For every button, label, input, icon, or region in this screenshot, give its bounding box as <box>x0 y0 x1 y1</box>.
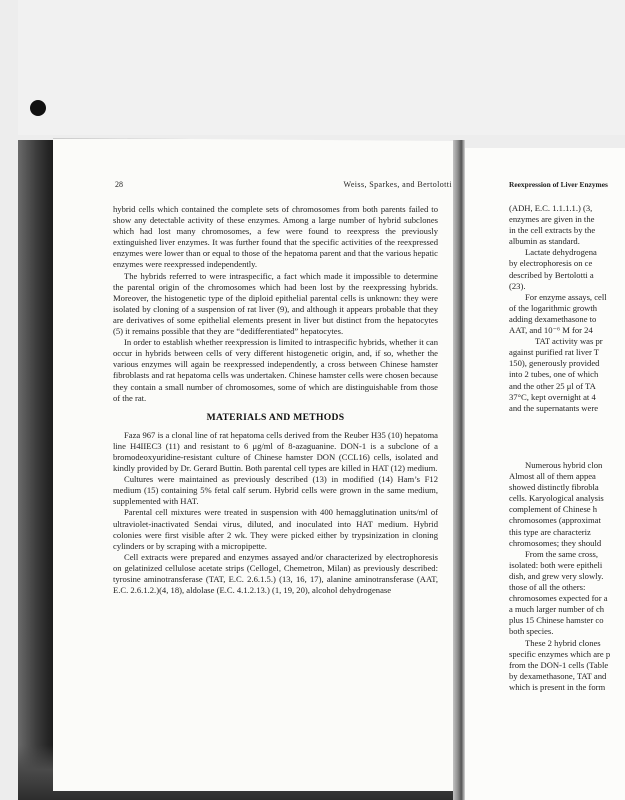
text-line: specific enzymes which are p <box>509 648 611 659</box>
text-line: this type are characteriz <box>509 526 591 537</box>
text-line: from the DON-1 cells (Table <box>509 659 609 670</box>
text-line: These 2 hybrid clones <box>525 637 601 648</box>
paragraph: Cell extracts were prepared and enzymes assayed and/or characterized by electrophoresis on gelatinized cellulose acetate strips (Cellogel, Chemetron, Milan) as previously described: tyrosine aminotransferase (TAT, E.C. 2.6.1.5.) (13, 16, 17), alanine aminotransferase (AAT, E.C. 2.6.1.2.)(4, 18), aldolase (E.C. 4.1.2.13.) (1, 19, 20), alcohol dehydrogenase <box>113 551 438 596</box>
text-line: chromosomes expected for a <box>509 593 608 604</box>
text-line: described by Bertolotti a <box>509 269 594 280</box>
page-number: 28 <box>115 180 123 189</box>
text-line: TAT activity was pr <box>535 336 603 347</box>
text-line: those of all the others: <box>509 582 586 593</box>
text-line: (23). <box>509 280 526 291</box>
binder-sheet-top <box>18 0 625 135</box>
text-line: dish, and grew very slowly. <box>509 570 604 581</box>
right-page <box>465 148 625 800</box>
text-line: showed distinctly fibrobla <box>509 482 599 493</box>
paragraph: Cultures were maintained as previously described (13) in modified (14) Ham’s F12 medium (15) containing 5% fetal calf serum. Hybrid cells were grown in the same medium, supplemented with HAT. <box>113 474 438 507</box>
text-line: 150), generously provided <box>509 358 600 369</box>
text-line: a much larger number of ch <box>509 604 605 615</box>
text-line: Lactate dehydrogena <box>525 247 597 258</box>
text-line: plus 15 Chinese hamster co <box>509 615 604 626</box>
left-page-text <box>113 204 438 596</box>
punch-hole <box>30 100 46 116</box>
text-line: albumin as standard. <box>509 236 580 247</box>
text-line: 37°C, kept overnight at 4 <box>509 391 596 402</box>
text-line: enzymes are given in the <box>509 214 595 225</box>
right-column-bottom <box>509 460 625 693</box>
text-line: in the cell extracts by the <box>509 225 596 236</box>
paragraph: Faza 967 is a clonal line of rat hepatoma cells derived from the Reuber H35 (10) hepatoma line H4IIEC3 (11) and resistant to 6 μg/ml of 8-azaguanine. DON-1 is a subclone of a bromodeoxyuridine-resistant culture of Chinese hamster DON (CCL16) cells, isolated and kindly provided by Dr. Gerard Buttin. Both parental cell types are killed in HAT (12) medium. <box>113 429 438 474</box>
book-gutter <box>453 140 465 800</box>
methods-section <box>113 430 438 596</box>
paragraph: Parental cell mixtures were treated in suspension with 400 hemagglutination units/ml of ultraviolet-inactivated Sendai virus, diluted, and inoculated into HAT medium. Hybrid colonies were first visible after 2 wk. They were picked either by trypsinization in cloning cylinders or by scraping with a micropipette. <box>113 507 438 551</box>
running-head: Weiss, Sparkes, and Bertolotti <box>343 180 452 189</box>
binder-edge <box>18 140 53 800</box>
text-line: AAT, and 10⁻⁶ M for 24 <box>509 325 593 336</box>
text-line: by dexamethasone, TAT and <box>509 670 607 681</box>
text-line: (ADH, E.C. 1.1.1.1.) (3, <box>509 203 593 213</box>
text-line: into 2 tubes, one of which <box>509 369 599 380</box>
text-line: Numerous hybrid clon <box>525 460 603 470</box>
text-line: isolated: both were epitheli <box>509 559 603 570</box>
right-running-head: Reexpression of Liver Enzymes <box>509 180 608 189</box>
text-line: chromosomes (approximat <box>509 515 601 526</box>
text-line: and the supernatants were <box>509 402 599 413</box>
section-heading: MATERIALS AND METHODS <box>206 411 345 423</box>
text-line: From the same cross, <box>525 548 599 559</box>
text-line: chromosomes; they should <box>509 537 602 548</box>
text-line: cells. Karyological analysis <box>509 493 604 504</box>
text-line: both species. <box>509 626 554 637</box>
text-line: of the logarithmic growth <box>509 302 598 313</box>
right-column-top <box>509 203 625 414</box>
text-line: which is present in the form <box>509 681 606 692</box>
paragraph: hybrid cells which contained the complete sets of chromosomes from both parents failed to show any detectable activity of these enzymes. Among a large number of hybrid subclones which had lost many chromosomes, a few were found to reexpress the previously extinguished liver enzymes. It was further found that the specific activities of the reexpressed enzymes were lower than or equal to those of the hepatoma parent and that the various hepatic enzymes were reexpressed independently. <box>113 204 438 270</box>
paragraph: In order to establish whether reexpression is limited to intraspecific hybrids, whether it can occur in hybrids between cells of very different histogenetic origin, and, if so, whether the various enzymes will again be reexpressed independently, a cross between Chinese hamster fibroblasts and rat hepatoma cells was undertaken. Chinese hamster cells were chosen because they contain a small number of chromosomes, some of which are distinguishable from those of the rat. <box>113 337 438 403</box>
intro-section <box>113 204 438 404</box>
text-line: For enzyme assays, cell <box>525 291 607 302</box>
text-line: adding dexamethasone to <box>509 313 597 324</box>
text-line: and the other 25 μl of TA <box>509 380 596 391</box>
paragraph: The hybrids referred to were intraspecific, a fact which made it impossible to determine the parental origin of the chromosomes which had been lost by the reexpressing hybrids. Moreover, the histogenetic type of the diploid epithelial parental cells is unknown: they were isolated by cloning of a suspension of rat liver (9), and although it appears probable that they are derivatives of some epithelial elements present in liver but distinct from the hepatocytes (5) it remains possible that they are “dedifferentiated” hepatocytes. <box>113 270 438 337</box>
text-line: against purified rat liver T <box>509 347 600 358</box>
text-line: Almost all of them appea <box>509 471 596 482</box>
text-line: by electrophoresis on ce <box>509 258 593 269</box>
text-line: complement of Chinese h <box>509 504 598 515</box>
